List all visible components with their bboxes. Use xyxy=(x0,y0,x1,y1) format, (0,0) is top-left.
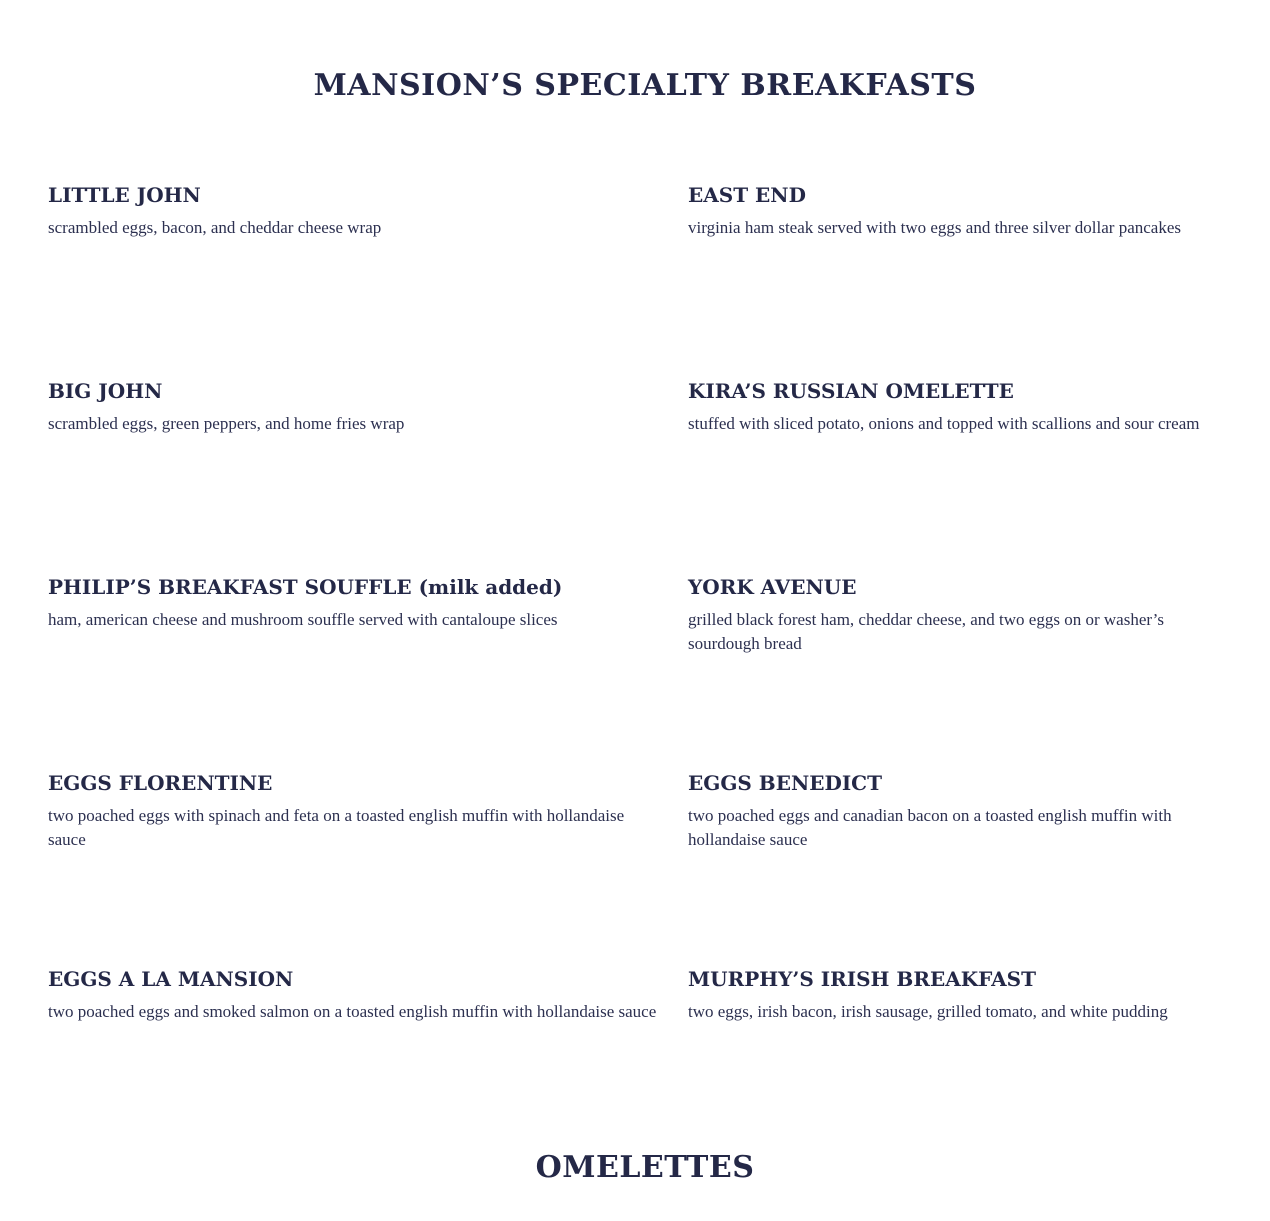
menu-item xyxy=(48,574,688,770)
menu-item-name: YORK AVENUE xyxy=(688,575,857,599)
menu-item xyxy=(688,966,1258,1162)
menu-item xyxy=(688,770,1258,966)
menu-item-description: grilled black forest ham, cheddar cheese, and two eggs on or washer’s sourdough bread xyxy=(688,610,1164,653)
menu-item xyxy=(48,770,688,966)
menu-item-description: scrambled eggs, green peppers, and home fries wrap xyxy=(48,414,405,433)
menu-item-description: two poached eggs and smoked salmon on a toasted english muffin with hollandaise sauce xyxy=(48,1002,657,1021)
menu-grid xyxy=(48,182,1258,1162)
menu-item-name: BIG JOHN xyxy=(48,379,163,403)
menu-item xyxy=(48,182,688,378)
menu-item-name: EGGS BENEDICT xyxy=(688,771,882,795)
menu-item-name: LITTLE JOHN xyxy=(48,183,201,207)
menu-item-description: two poached eggs and canadian bacon on a toasted english muffin with hollandaise sauce xyxy=(688,806,1172,849)
menu-item-description: two poached eggs with spinach and feta on a toasted english muffin with hollandaise sauce xyxy=(48,806,625,849)
menu-item-description: stuffed with sliced potato, onions and topped with scallions and sour cream xyxy=(688,414,1200,433)
menu-item-name: EGGS A LA MANSION xyxy=(48,967,294,991)
menu-item-description: scrambled eggs, bacon, and cheddar cheese wrap xyxy=(48,218,382,237)
menu-item xyxy=(688,378,1258,574)
menu-item-name: PHILIP’S BREAKFAST SOUFFLE (milk added) xyxy=(48,575,563,599)
menu-item-name: MURPHY’S IRISH BREAKFAST xyxy=(688,967,1036,991)
section-title-specialty-breakfasts: MANSION’S SPECIALTY BREAKFASTS xyxy=(313,68,977,103)
menu-item xyxy=(688,182,1258,378)
menu-item-name: EGGS FLORENTINE xyxy=(48,771,273,795)
menu-item xyxy=(48,966,688,1162)
menu-item-description: two eggs, irish bacon, irish sausage, grilled tomato, and white pudding xyxy=(688,1002,1168,1021)
menu-item xyxy=(688,574,1258,770)
menu-item xyxy=(48,378,688,574)
section-title-omelettes: OMELETTES xyxy=(535,1150,755,1185)
menu-item-name: KIRA’S RUSSIAN OMELETTE xyxy=(688,379,1014,403)
menu-item-name: EAST END xyxy=(688,183,806,207)
menu-item-description: virginia ham steak served with two eggs and three silver dollar pancakes xyxy=(688,218,1182,237)
menu-item-description: ham, american cheese and mushroom souffle served with cantaloupe slices xyxy=(48,610,558,629)
